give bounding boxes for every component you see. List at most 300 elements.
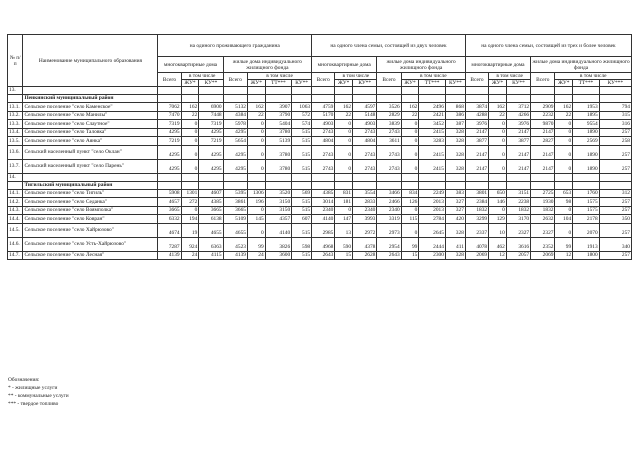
value-cell <box>573 181 600 189</box>
value-cell: 2340 <box>377 206 401 215</box>
value-cell: 7448 <box>199 111 223 120</box>
value-cell <box>445 181 465 189</box>
value-cell <box>158 173 181 181</box>
value-cell: 3665 <box>199 206 223 215</box>
value-cell: 3170 <box>506 215 530 224</box>
district-name: Тигильский муниципальный район <box>23 181 158 189</box>
value-cell: 924 <box>181 237 199 251</box>
value-cell <box>599 87 631 95</box>
value-cell <box>158 95 181 103</box>
table-row <box>8 237 632 251</box>
value-cell: 98 <box>555 198 573 207</box>
header-total: Всего <box>377 73 401 87</box>
row-number: 13.7. <box>8 159 23 173</box>
value-cell: 0 <box>555 137 573 146</box>
value-cell: 2147 <box>506 159 530 173</box>
value-cell: 515 <box>292 159 312 173</box>
value-cell: 3151 <box>506 189 530 198</box>
value-cell: 15 <box>401 251 419 260</box>
value-cell: 3520 <box>265 189 292 198</box>
value-cell <box>419 181 446 189</box>
value-cell <box>353 181 377 189</box>
value-cell: 2238 <box>506 198 530 207</box>
value-cell: 0 <box>181 128 199 137</box>
value-cell: 0 <box>181 159 199 173</box>
value-cell: 4804 <box>353 137 377 146</box>
table-row <box>8 137 632 146</box>
value-cell: 3616 <box>506 237 530 251</box>
value-cell: 3780 <box>265 159 292 173</box>
settlement-name: Сельское поселение "село Лесная" <box>23 251 158 260</box>
row-number <box>8 95 23 103</box>
header-zhu: ЖУ* <box>555 80 573 87</box>
table-row <box>8 120 632 129</box>
value-cell: 3877 <box>465 137 488 146</box>
value-cell: 0 <box>181 206 199 215</box>
value-cell: 9870 <box>531 120 555 129</box>
value-cell <box>181 95 199 103</box>
value-cell: 2300 <box>419 251 446 260</box>
value-cell: 4139 <box>223 251 247 260</box>
value-cell: 2147 <box>531 145 555 159</box>
table-row <box>8 87 632 95</box>
value-cell: 411 <box>445 237 465 251</box>
value-cell: 2972 <box>353 223 377 237</box>
value-cell: 3874 <box>465 103 488 112</box>
value-cell <box>247 95 265 103</box>
value-cell <box>573 173 600 181</box>
value-cell: 0 <box>247 128 265 137</box>
value-cell: 162 <box>335 103 353 112</box>
value-cell: 0 <box>489 206 507 215</box>
value-cell <box>292 95 312 103</box>
value-cell: 0 <box>335 159 353 173</box>
value-cell <box>312 95 335 103</box>
value-cell: 4759 <box>312 103 335 112</box>
value-cell <box>199 95 223 103</box>
value-cell: 2743 <box>377 159 401 173</box>
value-cell <box>377 87 401 95</box>
value-cell: 257 <box>599 159 631 173</box>
value-cell: 1895 <box>573 111 600 120</box>
value-cell <box>223 181 247 189</box>
value-cell: 0 <box>181 120 199 129</box>
value-cell: 22 <box>335 111 353 120</box>
value-cell: 3014 <box>312 198 335 207</box>
value-cell: 194 <box>181 215 199 224</box>
value-cell: 2973 <box>377 223 401 237</box>
value-cell: 0 <box>401 206 419 215</box>
value-cell <box>247 173 265 181</box>
value-cell <box>506 181 530 189</box>
value-cell: 7319 <box>158 120 181 129</box>
value-cell: 6332 <box>158 215 181 224</box>
value-cell: 515 <box>292 223 312 237</box>
value-cell <box>419 95 446 103</box>
value-cell: 383 <box>445 189 465 198</box>
value-cell: 2421 <box>419 111 446 120</box>
value-cell <box>489 87 507 95</box>
row-number: 13.5. <box>8 137 23 146</box>
value-cell <box>158 181 181 189</box>
value-cell: 2496 <box>419 103 446 112</box>
header-ku: КУ** <box>445 80 465 87</box>
value-cell: 1890 <box>573 145 600 159</box>
value-cell <box>445 87 465 95</box>
row-number: 13.2. <box>8 111 23 120</box>
value-cell: 0 <box>335 128 353 137</box>
legend-title: Обозначения: <box>8 377 40 383</box>
value-cell: 2743 <box>353 159 377 173</box>
table-row <box>8 145 632 159</box>
value-cell: 3861 <box>223 198 247 207</box>
value-cell: 2954 <box>377 237 401 251</box>
value-cell: 4295 <box>158 159 181 173</box>
value-cell <box>377 95 401 103</box>
value-cell: 5978 <box>223 120 247 129</box>
value-cell: 2340 <box>353 206 377 215</box>
value-cell <box>573 95 600 103</box>
value-cell: 3319 <box>377 215 401 224</box>
value-cell: 3665 <box>223 206 247 215</box>
settlement-name: Сельское поселение "село Воямполка" <box>23 206 158 215</box>
value-cell: 15 <box>335 251 353 260</box>
value-cell: 2069 <box>465 251 488 260</box>
value-cell: 10 <box>489 223 507 237</box>
value-cell: 4385 <box>199 198 223 207</box>
value-cell: 2784 <box>419 215 446 224</box>
value-cell: 4140 <box>312 215 335 224</box>
settlement-name: Сельское поселение "село Ковран" <box>23 215 158 224</box>
table-row <box>8 223 632 237</box>
value-cell: 2743 <box>353 128 377 137</box>
header-zhd-1: жилые дома индивидуального жилищного фонда <box>223 57 312 73</box>
value-cell <box>292 87 312 95</box>
value-cell <box>158 87 181 95</box>
value-cell <box>335 173 353 181</box>
value-cell <box>465 181 488 189</box>
header-group-three: на одного члена семьи, состоящей из трех и более человек <box>465 35 631 57</box>
header-incl: в том числе <box>489 73 531 80</box>
housing-standards-table <box>7 34 632 260</box>
value-cell: 3839 <box>377 120 401 129</box>
value-cell: 0 <box>247 159 265 173</box>
value-cell: 1301 <box>181 189 199 198</box>
header-incl: в том числе <box>335 73 377 80</box>
value-cell: 99 <box>401 237 419 251</box>
value-cell: 4295 <box>158 145 181 159</box>
value-cell: 2743 <box>353 145 377 159</box>
value-cell: 2909 <box>531 103 555 112</box>
header-total: Всего <box>465 73 488 87</box>
table-header <box>8 35 632 87</box>
value-cell <box>335 95 353 103</box>
value-cell: 4385 <box>312 189 335 198</box>
header-incl: в том числе <box>247 73 311 80</box>
value-cell: 3150 <box>265 198 292 207</box>
value-cell: 515 <box>292 206 312 215</box>
row-number: 14. <box>8 173 23 181</box>
value-cell: 4657 <box>158 198 181 207</box>
value-cell: 4295 <box>223 128 247 137</box>
value-cell: 340 <box>599 237 631 251</box>
header-total: Всего <box>531 73 555 87</box>
value-cell: 162 <box>181 103 199 112</box>
table-row <box>8 215 632 224</box>
value-cell: 2147 <box>506 128 530 137</box>
value-cell: 257 <box>599 128 631 137</box>
value-cell <box>199 87 223 95</box>
value-cell: 4295 <box>223 159 247 173</box>
value-cell: 590 <box>335 237 353 251</box>
value-cell <box>555 87 573 95</box>
table-row <box>8 95 632 103</box>
value-cell <box>247 181 265 189</box>
value-cell <box>265 181 292 189</box>
value-cell: 515 <box>292 128 312 137</box>
table-row <box>8 206 632 215</box>
value-cell: 145 <box>247 215 265 224</box>
table-row <box>8 198 632 207</box>
value-cell <box>506 87 530 95</box>
header-ku: КУ** <box>292 80 312 87</box>
value-cell: 5148 <box>353 111 377 120</box>
value-cell: 574 <box>292 120 312 129</box>
value-cell: 0 <box>335 120 353 129</box>
settlement-name: Сельское поселение "село Манилы" <box>23 111 158 120</box>
value-cell: 2444 <box>419 237 446 251</box>
value-cell: 1953 <box>573 103 600 112</box>
value-cell <box>506 173 530 181</box>
value-cell: 2147 <box>531 128 555 137</box>
value-cell: 315 <box>599 111 631 120</box>
header-name: Наименование муниципального образования <box>23 35 158 87</box>
value-cell: 598 <box>292 237 312 251</box>
value-cell: 196 <box>247 198 265 207</box>
value-cell: 4655 <box>199 223 223 237</box>
settlement-name: Сельское поселение "село Хайрюзово" <box>23 223 158 237</box>
value-cell: 1575 <box>573 206 600 215</box>
value-cell: 162 <box>489 103 507 112</box>
value-cell: 5139 <box>265 137 292 146</box>
value-cell: 328 <box>445 145 465 159</box>
value-cell: 1832 <box>465 206 488 215</box>
value-cell: 3801 <box>465 189 488 198</box>
value-cell: 5132 <box>223 103 247 112</box>
row-number: 13. <box>8 87 23 95</box>
table-row <box>8 181 632 189</box>
header-ku: КУ** <box>353 80 377 87</box>
value-cell: 4295 <box>199 159 223 173</box>
value-cell: 3993 <box>353 215 377 224</box>
value-cell: 4903 <box>353 120 377 129</box>
value-cell: 3150 <box>265 206 292 215</box>
row-number: 14.7. <box>8 251 23 260</box>
table-row <box>8 173 632 181</box>
value-cell <box>555 173 573 181</box>
value-cell: 515 <box>292 251 312 260</box>
header-total: Всего <box>312 73 335 87</box>
value-cell: 0 <box>335 145 353 159</box>
value-cell: 4295 <box>199 128 223 137</box>
value-cell: 1063 <box>292 103 312 112</box>
value-cell: 3611 <box>377 137 401 146</box>
value-cell: 2384 <box>465 198 488 207</box>
value-cell: 0 <box>401 223 419 237</box>
value-cell: 2415 <box>419 159 446 173</box>
value-cell: 7219 <box>199 137 223 146</box>
value-cell: 3466 <box>377 189 401 198</box>
value-cell: 2327 <box>531 223 555 237</box>
value-cell: 2327 <box>506 223 530 237</box>
value-cell <box>419 87 446 95</box>
value-cell: 257 <box>599 251 631 260</box>
row-number: 14.4. <box>8 215 23 224</box>
value-cell: 3526 <box>377 103 401 112</box>
value-cell: 328 <box>445 159 465 173</box>
value-cell: 327 <box>445 206 465 215</box>
value-cell: 0 <box>247 206 265 215</box>
value-cell: 328 <box>445 128 465 137</box>
header-group-single: на одиного проживающего гражданина <box>158 35 312 57</box>
value-cell <box>247 87 265 95</box>
value-cell: 5109 <box>223 215 247 224</box>
value-cell: 3665 <box>158 206 181 215</box>
value-cell: 4378 <box>353 237 377 251</box>
value-cell: 12 <box>489 251 507 260</box>
value-cell: 0 <box>489 120 507 129</box>
row-number <box>8 181 23 189</box>
value-cell: 831 <box>335 189 353 198</box>
value-cell <box>531 173 555 181</box>
value-cell <box>353 87 377 95</box>
value-cell: 2645 <box>419 223 446 237</box>
legend <box>8 376 69 408</box>
value-cell <box>419 173 446 181</box>
value-cell <box>181 173 199 181</box>
value-cell: 126 <box>401 198 419 207</box>
value-cell <box>199 173 223 181</box>
value-cell: 7062 <box>158 103 181 112</box>
value-cell: 0 <box>489 145 507 159</box>
value-cell: 328 <box>445 251 465 260</box>
value-cell: 3790 <box>265 111 292 120</box>
value-cell: 3780 <box>265 128 292 137</box>
value-cell: 4597 <box>353 103 377 112</box>
value-cell: 794 <box>599 103 631 112</box>
value-cell: 3877 <box>506 137 530 146</box>
settlement-name: Сельское поселение "село Седанка" <box>23 198 158 207</box>
value-cell: 2337 <box>465 223 488 237</box>
header-zhu: ЖУ* <box>401 80 419 87</box>
value-cell <box>265 95 292 103</box>
value-cell: 386 <box>445 111 465 120</box>
value-cell: 316 <box>599 120 631 129</box>
value-cell: 0 <box>401 159 419 173</box>
row-number: 14.5. <box>8 223 23 237</box>
value-cell: 4674 <box>158 223 181 237</box>
value-cell: 2569 <box>573 137 600 146</box>
value-cell: 2833 <box>353 198 377 207</box>
value-cell: 607 <box>292 215 312 224</box>
value-cell: 6138 <box>199 215 223 224</box>
header-mkd-3: многоквартирные дома <box>465 57 530 73</box>
value-cell: 4288 <box>465 111 488 120</box>
table-row <box>8 159 632 173</box>
table-row <box>8 128 632 137</box>
value-cell: 146 <box>489 198 507 207</box>
value-cell: 3976 <box>465 120 488 129</box>
value-cell: 2985 <box>312 223 335 237</box>
value-cell: 147 <box>335 215 353 224</box>
value-cell: 0 <box>335 137 353 146</box>
settlement-name: Сельское поселение "село Каменское" <box>23 103 158 112</box>
value-cell: 4968 <box>312 237 335 251</box>
settlement-name <box>23 173 158 181</box>
value-cell <box>353 173 377 181</box>
value-cell: 0 <box>489 159 507 173</box>
value-cell: 7470 <box>158 111 181 120</box>
value-cell: 181 <box>335 198 353 207</box>
settlement-name: Сельское поселение "село Тигиль" <box>23 189 158 198</box>
value-cell <box>465 95 488 103</box>
value-cell: 0 <box>247 137 265 146</box>
value-cell: 2013 <box>419 198 446 207</box>
value-cell: 2147 <box>531 159 555 173</box>
value-cell: 2178 <box>573 215 600 224</box>
value-cell: 350 <box>599 215 631 224</box>
value-cell: 0 <box>247 145 265 159</box>
value-cell: 2632 <box>531 215 555 224</box>
value-cell: 2725 <box>531 189 555 198</box>
value-cell: 1306 <box>247 189 265 198</box>
value-cell: 1800 <box>573 251 600 260</box>
value-cell: 2827 <box>531 137 555 146</box>
value-cell: 569 <box>292 189 312 198</box>
value-cell: 272 <box>181 198 199 207</box>
value-cell: 0 <box>555 223 573 237</box>
header-ku3: КУ*** <box>599 80 631 87</box>
value-cell <box>335 87 353 95</box>
value-cell <box>377 173 401 181</box>
value-cell <box>401 87 419 95</box>
value-cell: 2069 <box>531 251 555 260</box>
value-cell: 462 <box>489 237 507 251</box>
value-cell: 4903 <box>312 120 335 129</box>
legend-item: ** - коммунальные услуги <box>8 393 69 399</box>
value-cell <box>445 173 465 181</box>
value-cell <box>599 95 631 103</box>
value-cell: 515 <box>292 137 312 146</box>
value-cell: 653 <box>555 189 573 198</box>
value-cell: 2232 <box>531 111 555 120</box>
value-cell: 515 <box>292 198 312 207</box>
value-cell: 387 <box>445 120 465 129</box>
value-cell: 24 <box>247 251 265 260</box>
value-cell: 0 <box>555 145 573 159</box>
header-tt: ТТ*** <box>265 80 292 87</box>
table-row <box>8 111 632 120</box>
value-cell: 1832 <box>531 206 555 215</box>
table-row <box>8 103 632 112</box>
value-cell: 2147 <box>465 145 488 159</box>
value-cell: 99 <box>555 237 573 251</box>
header-mkd-1: многоквартирные дома <box>158 57 223 73</box>
value-cell: 2743 <box>377 145 401 159</box>
settlement-name: Сельское поселение "село Аянка" <box>23 137 158 146</box>
value-cell <box>401 173 419 181</box>
value-cell <box>199 181 223 189</box>
